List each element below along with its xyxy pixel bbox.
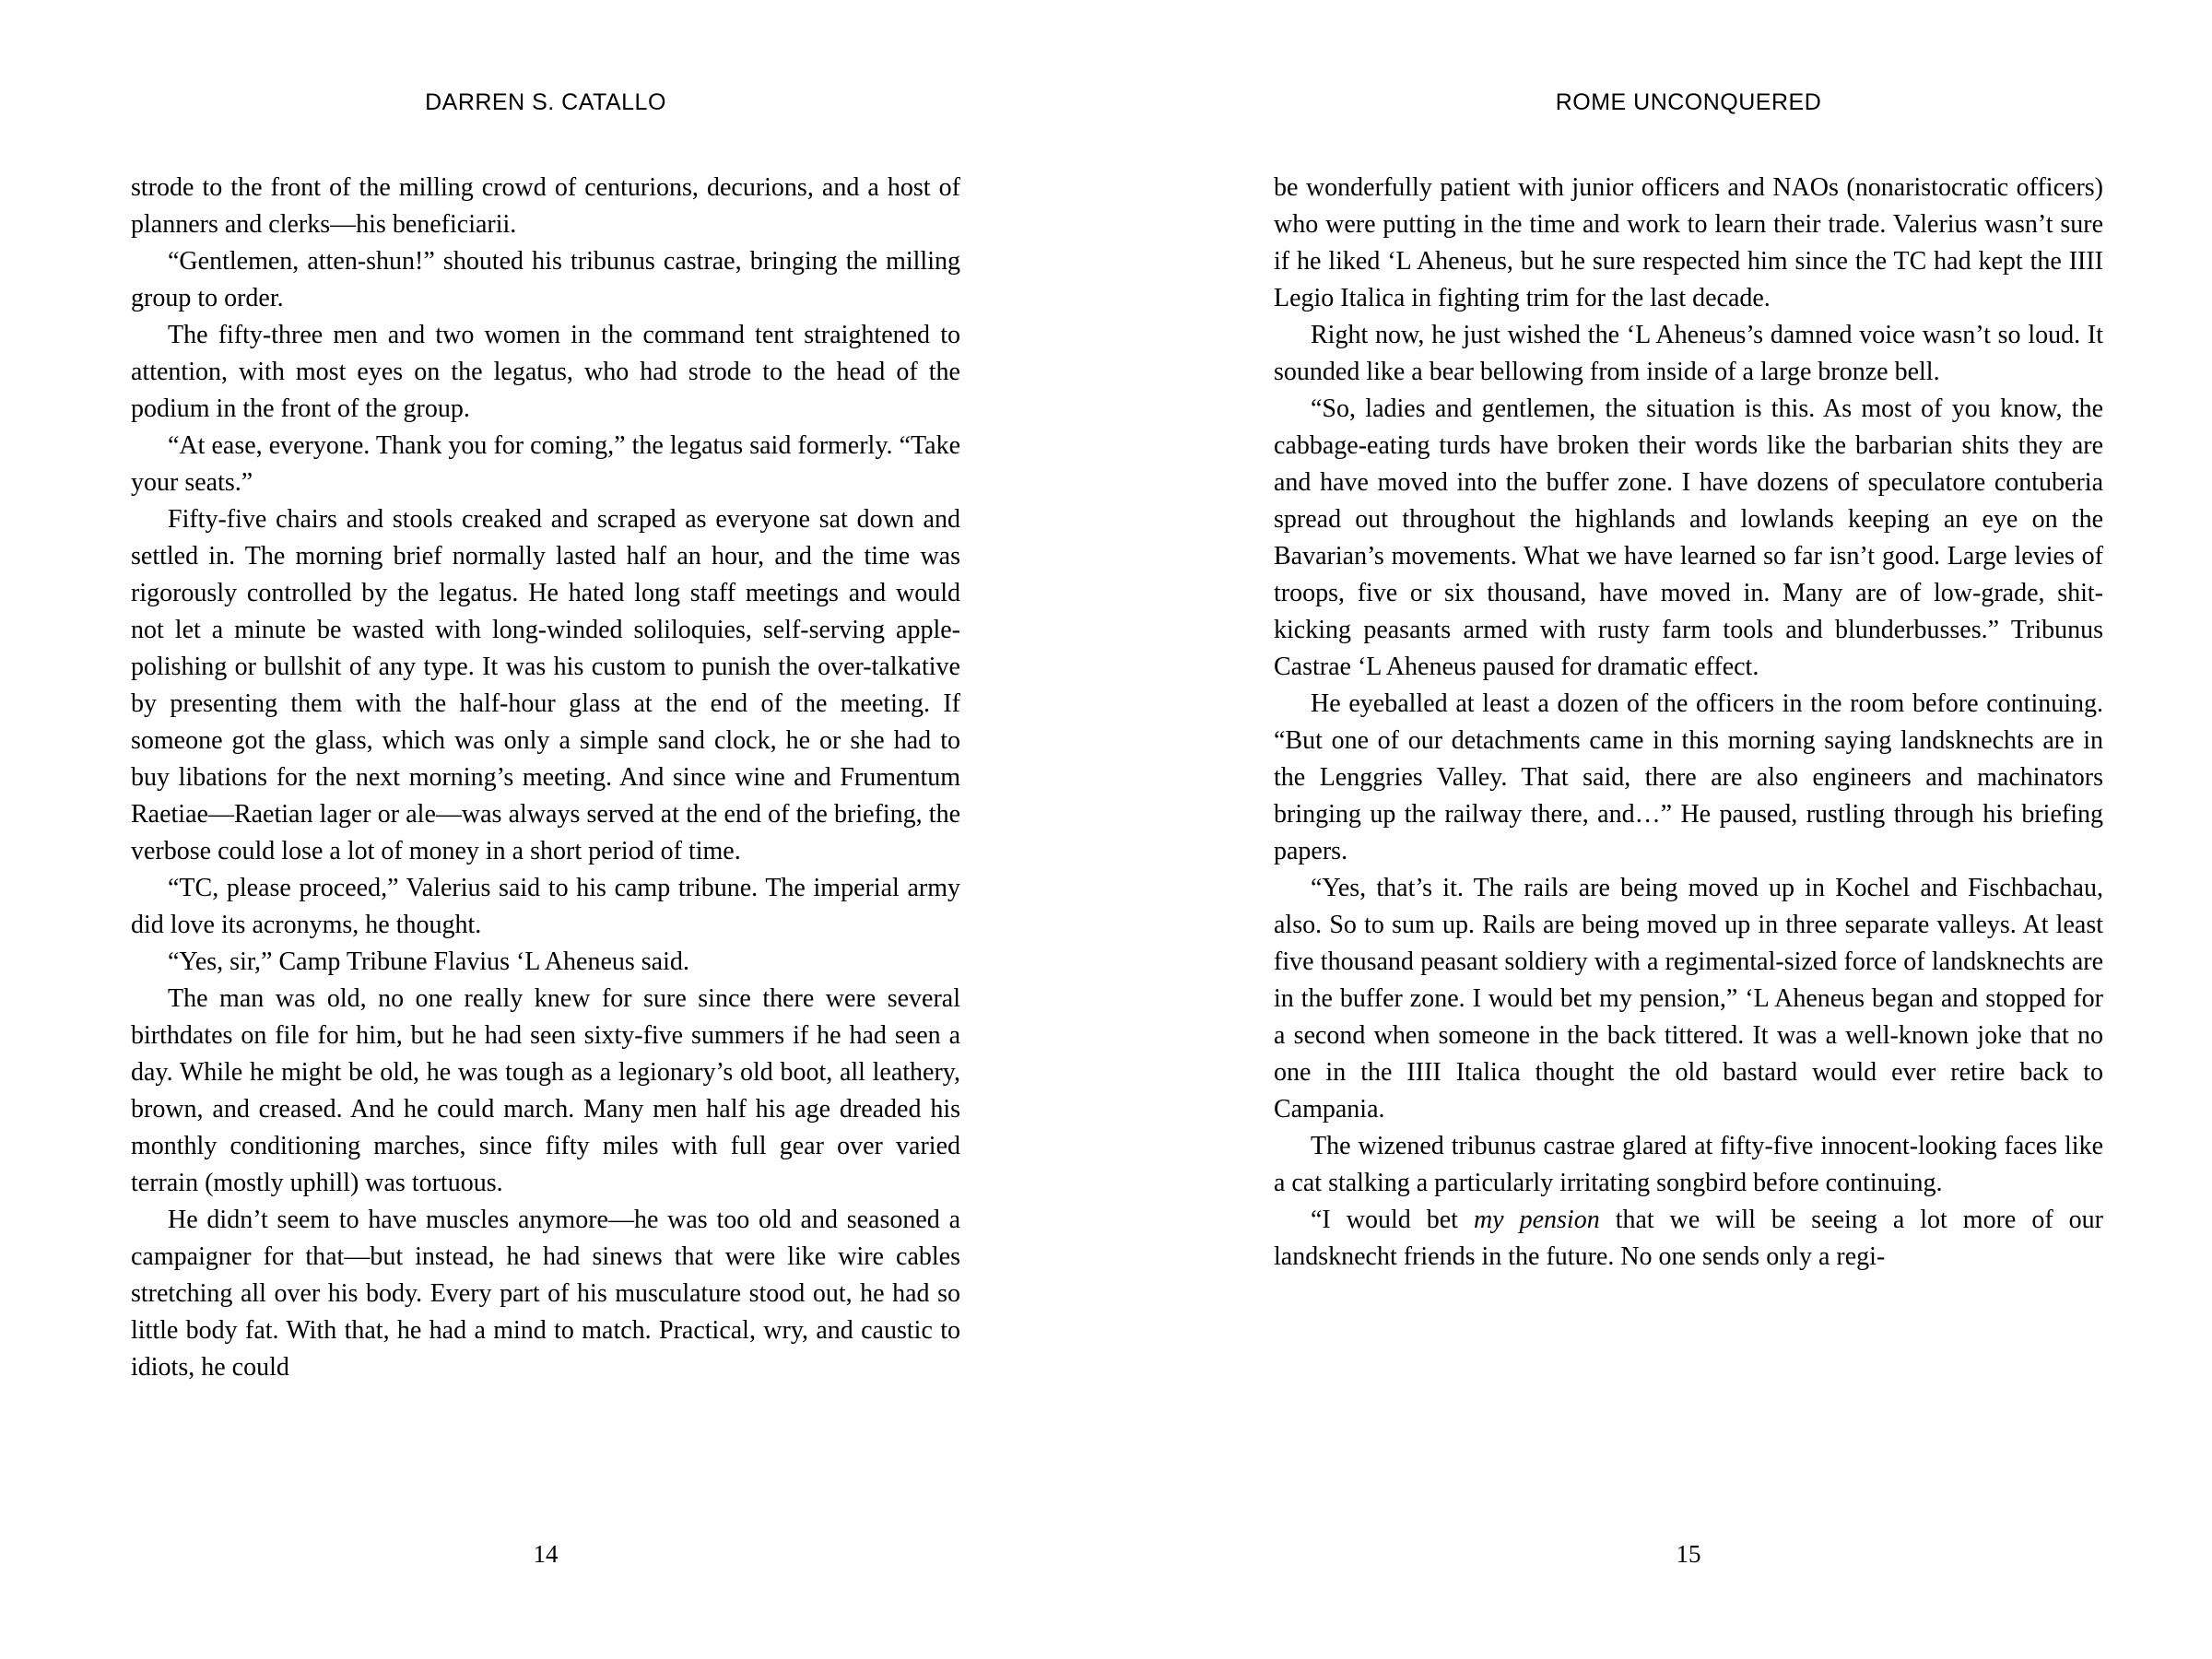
body-text: [131, 170, 960, 1386]
page-number: 14: [533, 1540, 559, 1568]
paragraph: [1274, 1202, 2103, 1276]
running-head-title: ROME UNCONQUERED: [1555, 89, 1822, 115]
running-head-author: DARREN S. CATALLO: [425, 89, 666, 115]
text-segment: The wizened tribunus castrae glared at fifty-five innocent-looking faces like a cat stalking a particularly irritating songbird before continuing.: [1274, 1132, 2103, 1197]
text-segment: Right now, he just wished the ‘L Aheneus’s damned voice wasn’t so loud. It sounded like a bear bellowing from inside of a large bronze bell.: [1274, 321, 2103, 386]
paragraph: [131, 428, 960, 501]
text-segment: The man was old, no one really knew for sure since there were several birthdates on file for him, but he had seen sixty-five summers if he had seen a day. While he might be old, he was tough as a legionary’s old boot, all leathery, brown, and creased. And he could march. Many men half his age dreaded his monthly conditioning marches, since fifty miles with full gear over varied terrain (mostly uphill) was tortuous.: [131, 984, 960, 1197]
paragraph: [131, 501, 960, 870]
paragraph: [1274, 317, 2103, 391]
text-segment: “I would bet: [1311, 1206, 1474, 1234]
page-right: [1274, 0, 2103, 1659]
text-segment: He didn’t seem to have muscles anymore—he was too old and seasoned a campaigner for that—but instead, he had sinews that were like wire cables stretching all over his body. Every part of his musculature stood out, he had so little body fat. With that, he had a mind to match. Practical, wry, and caustic to idiots, he could: [131, 1206, 960, 1382]
text-segment: He eyeballed at least a dozen of the officers in the room before continuing. “But one of our detachments came in this morning saying landsknechts are in the Lenggries Valley. That said, there are also engineers and machinators bringing up the railway there, and…” He paused, rustling through his briefing papers.: [1274, 689, 2103, 865]
paragraph: [1274, 170, 2103, 317]
paragraph: [1274, 870, 2103, 1128]
paragraph: [131, 317, 960, 428]
text-segment: “So, ladies and gentlemen, the situation is this. As most of you know, the cabbage-eating turds have broken their words like the barbarian shits they are and have moved into the buffer zone. I have dozens of speculatore contuberia spread out throughout the highlands and lowlands keeping an eye on the Bavarian’s movements. What we have learned so far isn’t good. Large levies of troops, five or six thousand, have moved in. Many are of low-grade, shit-kicking peasants armed with rusty farm tools and blunderbusses.” Tribunus Castrae ‘L Aheneus paused for dramatic effect.: [1274, 394, 2103, 681]
paragraph: [131, 170, 960, 243]
text-segment: “Gentlemen, atten-shun!” shouted his tribunus castrae, bringing the milling group to order.: [131, 247, 960, 312]
text-segment: “At ease, everyone. Thank you for coming,” the legatus said formerly. “Take your seats.”: [131, 431, 960, 497]
paragraph: [131, 1202, 960, 1386]
text-segment: Fifty-five chairs and stools creaked and scraped as everyone sat down and settled in. The morning brief normally lasted half an hour, and the time was rigorously controlled by the legatus. He hated long staff meetings and would not let a minute be wasted with long-winded soliloquies, self-serving apple-polishing or bullshit of any type. It was his custom to punish the over-talkative by presenting them with the half-hour glass at the end of the meeting. If someone got the glass, which was only a simple sand clock, he or she had to buy libations for the next morning’s meeting. And since wine and Frumentum Raetiae—Raetian lager or ale—was always served at the end of the briefing, the verbose could lose a lot of money in a short period of time.: [131, 505, 960, 865]
text-segment: “Yes, that’s it. The rails are being moved up in Kochel and Fischbachau, also. So to sum up. Rails are being moved up in three separate valleys. At least five thousand peasant soldiery with a regimental-sized force of landsknechts are in the buffer zone. I would bet my pension,” ‘L Aheneus began and stopped for a second when someone in the back tittered. It was a well-known joke that no one in the IIII Italica thought the old bastard would ever retire back to Campania.: [1274, 874, 2103, 1124]
text-segment: The fifty-three men and two women in the command tent straightened to attention, with most eyes on the legatus, who had strode to the head of the podium in the front of the group.: [131, 321, 960, 423]
text-segment: that we will be seeing a lot more of our landsknecht friends in the future. No one sends only a regi-: [1274, 1206, 2103, 1271]
paragraph: [1274, 686, 2103, 870]
paragraph: [1274, 1128, 2103, 1202]
page-left: [131, 0, 960, 1659]
paragraph: [131, 981, 960, 1202]
text-segment: “TC, please proceed,” Valerius said to his camp tribune. The imperial army did love its acronyms, he thought.: [131, 874, 960, 939]
page-number: 15: [1676, 1540, 1701, 1568]
paragraph: [131, 944, 960, 981]
body-text: [1274, 170, 2103, 1276]
paragraph: [131, 243, 960, 317]
paragraph: [1274, 391, 2103, 686]
text-segment: strode to the front of the milling crowd of centurions, decurions, and a host of planners and clerks—his beneficiarii.: [131, 173, 960, 239]
text-segment: be wonderfully patient with junior officers and NAOs (nonaristocratic officers) who were putting in the time and work to learn their trade. Valerius wasn’t sure if he liked ‘L Aheneus, but he sure respected him since the TC had kept the IIII Legio Italica in fighting trim for the last decade.: [1274, 173, 2103, 312]
italic-text: my pension: [1473, 1206, 1600, 1234]
text-segment: “Yes, sir,” Camp Tribune Flavius ‘L Aheneus said.: [168, 947, 689, 976]
paragraph: [131, 870, 960, 944]
